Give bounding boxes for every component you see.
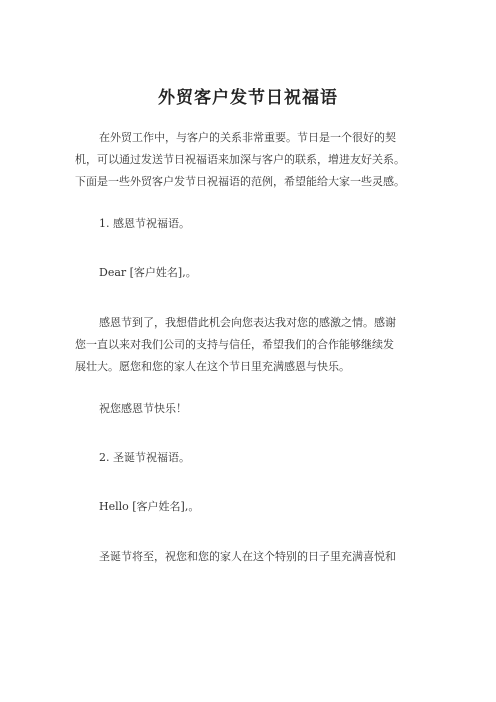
section1-body-line-2: 您一直以来对我们公司的支持与信任，希望我们的合作能够继续发 bbox=[75, 338, 394, 351]
section2-heading: 2. 圣诞节祝福语。 bbox=[99, 451, 190, 464]
section1-closing: 祝您感恩节快乐！ bbox=[99, 402, 187, 415]
document-title: 外贸客户发节日祝福语 bbox=[158, 88, 338, 108]
section2-greeting: Hello [客户姓名],。 bbox=[99, 500, 200, 513]
intro-paragraph bbox=[75, 127, 447, 193]
section2-body-line-1: 圣诞节将至，祝您和您的家人在这个特别的日子里充满喜悦和 bbox=[99, 550, 396, 563]
section1-body bbox=[75, 312, 447, 378]
section1-heading: 1. 感恩节祝福语。 bbox=[99, 217, 190, 230]
section1-body-line-3: 展壮大。愿您和您的家人在这个节日里充满感恩与快乐。 bbox=[75, 360, 350, 373]
section2-body bbox=[75, 546, 447, 568]
intro-line-3: 下面是一些外贸客户发节日祝福语的范例，希望能给大家一些灵感。 bbox=[75, 175, 405, 188]
section1-body-line-1: 感恩节到了，我想借此机会向您表达我对您的感激之情。感谢 bbox=[99, 316, 396, 329]
intro-line-1: 在外贸工作中，与客户的关系非常重要。节日是一个很好的契 bbox=[99, 131, 396, 144]
intro-line-2: 机，可以通过发送节日祝福语来加深与客户的联系，增进友好关系。 bbox=[75, 153, 405, 166]
section1-greeting: Dear [客户姓名],。 bbox=[99, 266, 197, 279]
